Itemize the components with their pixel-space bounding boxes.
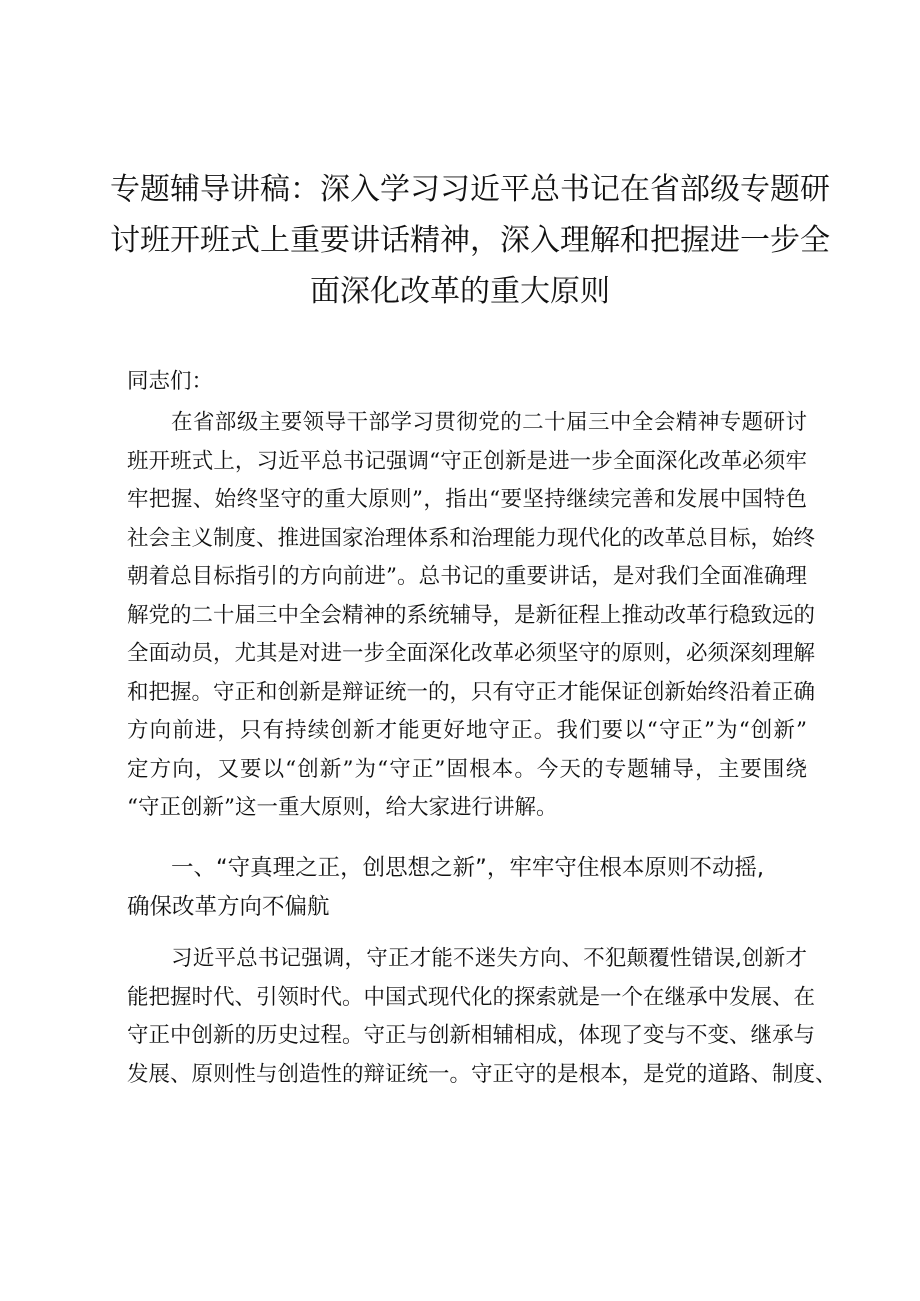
- paragraph-line: 班开班式上，习近平总书记强调“守正创新是进一步全面深化改革必须牢: [127, 448, 807, 474]
- paragraph-line: 和把握。守正和创新是辩证统一的，只有守正才能保证创新始终沿着正确: [127, 679, 816, 705]
- heading-line: 确保改革方向不偏航: [127, 894, 330, 920]
- paragraph-line: 方向前进，只有持续创新才能更好地守正。我们要以“守正”为“创新”: [127, 718, 807, 743]
- section-heading-1: [127, 849, 817, 927]
- title-line: 讨班开班式上重要讲话精神，深入理解和把握进一步全: [110, 223, 830, 258]
- paragraph-line: 能把握时代、引领时代。中国式现代化的探索就是一个在继承中发展、在: [127, 984, 816, 1010]
- title-line: 面深化改革的重大原则: [310, 274, 610, 309]
- heading-line: 一、“守真理之正，创思想之新”，牢牢守住根本原则不动摇,: [171, 855, 764, 881]
- paragraph-line: “守正创新”这一重大原则，给大家进行讲解。: [127, 795, 558, 820]
- paragraph-line: 社会主义制度、推进国家治理体系和治理能力现代化的改革总目标，始终: [127, 525, 816, 551]
- paragraph-line: 朝着总目标指引的方向前进”。总书记的重要讲话，是对我们全面准确理: [127, 564, 807, 589]
- document-title: [110, 164, 830, 317]
- paragraph-line: 习近平总书记强调，守正才能不迷失方向、不犯颠覆性错误,创新才: [171, 946, 807, 971]
- title-line: 专题辅导讲稿：深入学习习近平总书记在省部级专题研: [110, 172, 830, 207]
- paragraph-line: 发展、原则性与创造性的辩证统一。守正守的是根本，是党的道路、制度、: [127, 1061, 837, 1087]
- paragraph-intro: [127, 404, 816, 828]
- paragraph-line: 牢把握、始终坚守的重大原则”，指出“要坚持继续完善和发展中国特色: [127, 487, 807, 512]
- paragraph-section-1: [127, 940, 837, 1094]
- paragraph-line: 全面动员，尤其是对进一步全面深化改革必须坚守的原则，必须深刻理解: [127, 641, 816, 666]
- paragraph-line: 解党的二十届三中全会精神的系统辅导，是新征程上推动改革行稳致远的: [127, 602, 816, 628]
- paragraph-line: 在省部级主要领导干部学习贯彻党的二十届三中全会精神专题研讨: [171, 410, 807, 435]
- salutation: 同志们：: [127, 369, 214, 394]
- paragraph-line: 守正中创新的历史过程。守正与创新相辅相成，体现了变与不变、继承与: [127, 1023, 816, 1048]
- paragraph-line: 定方向，又要以“创新”为“守正”固根本。今天的专题辅导，主要围绕: [127, 756, 807, 782]
